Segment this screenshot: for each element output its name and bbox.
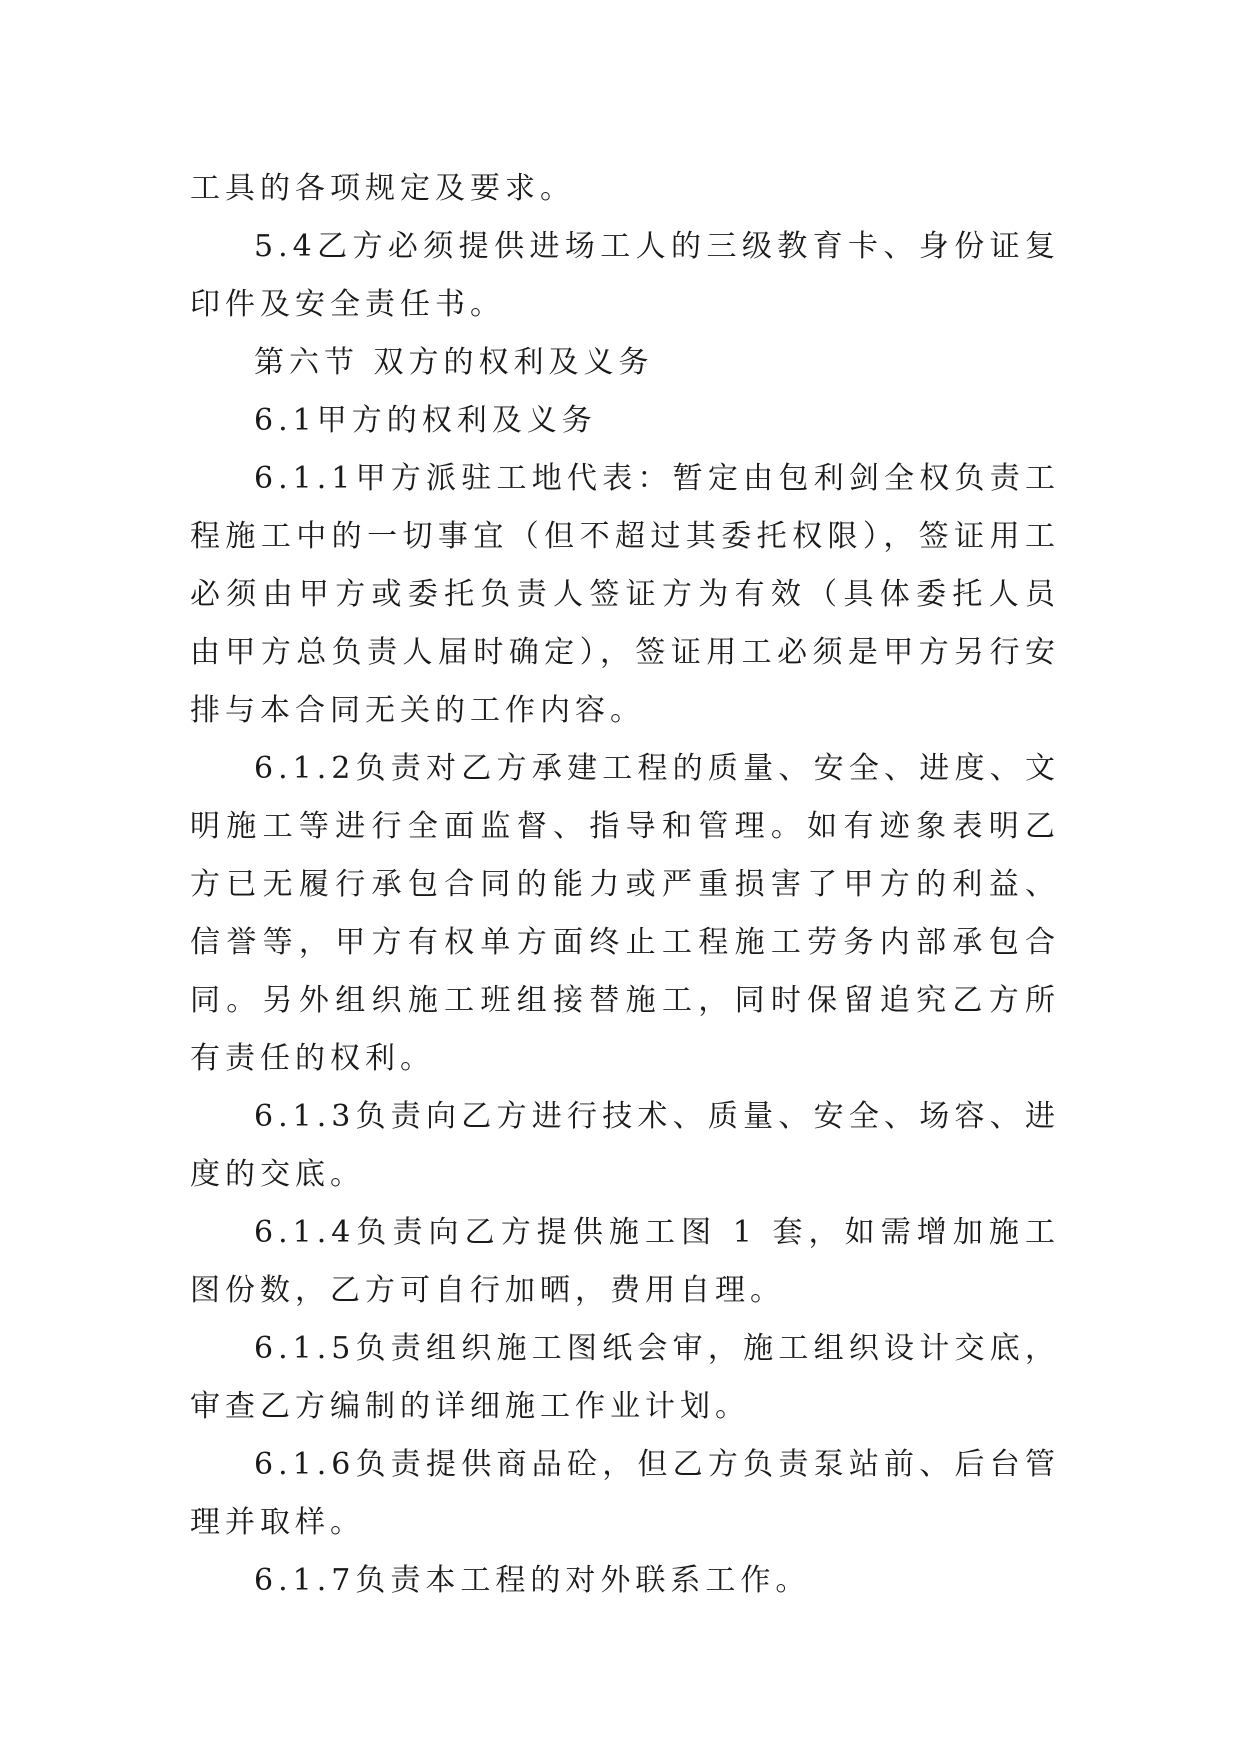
paragraph-6-1-1: 6.1.1甲方派驻工地代表：暂定由包利剑全权负责工程施工中的一切事宜（但不超过其委托权限），签证用工必须由甲方或委托负责人签证方为有效（具体委托人员由甲方总负责人届时确定），签证用工必须是甲方另行安排与本合同无关的工作内容。 (190, 461, 1060, 728)
paragraph-5-4: 5.4乙方必须提供进场工人的三级教育卡、身份证复印件及安全责任书。 (190, 229, 1060, 322)
paragraph-6-1-2: 6.1.2负责对乙方承建工程的质量、安全、进度、文明施工等进行全面监督、指导和管理。如有迹象表明乙方已无履行承包合同的能力或严重损害了甲方的利益、信誉等，甲方有权单方面终止工程施工劳务内部承包合同。另外组织施工班组接替施工，同时保留追究乙方所有责任的权利。 (190, 751, 1060, 1076)
paragraph-tools-requirements: 工具的各项规定及要求。 (190, 171, 575, 206)
section-heading-6: 第六节 双方的权利及义务 (254, 345, 654, 380)
paragraph-6-1-5: 6.1.5负责组织施工图纸会审，施工组织设计交底，审查乙方编制的详细施工作业计划。 (190, 1331, 1060, 1424)
paragraph-6-1-4: 6.1.4负责向乙方提供施工图 1 套，如需增加施工图份数，乙方可自行加晒，费用自理。 (190, 1215, 1060, 1308)
paragraph-6-1-7: 6.1.7负责本工程的对外联系工作。 (254, 1563, 811, 1598)
paragraph-6-1-6: 6.1.6负责提供商品砼，但乙方负责泵站前、后台管理并取样。 (190, 1447, 1060, 1540)
subsection-heading-6-1: 6.1甲方的权利及义务 (254, 403, 597, 438)
paragraph-6-1-3: 6.1.3负责向乙方进行技术、质量、安全、场容、进度的交底。 (190, 1099, 1060, 1192)
document-body (190, 160, 1060, 1610)
